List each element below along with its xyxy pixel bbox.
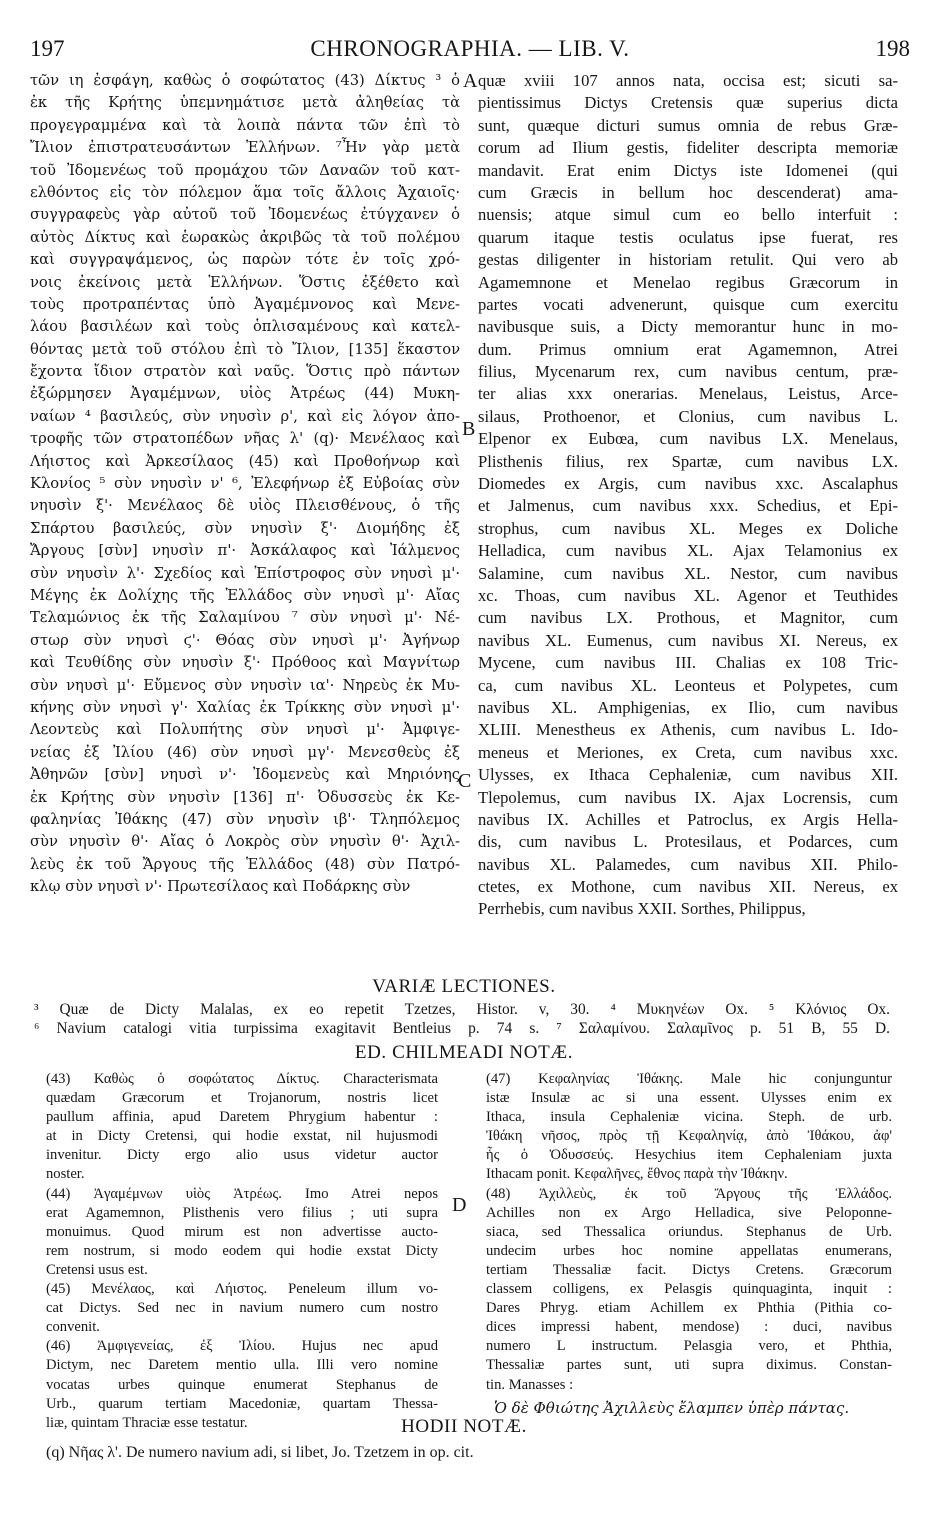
- greek-text-column: [30, 70, 460, 975]
- note-line: Cretensi usus est.: [46, 1261, 148, 1278]
- margin-marker-a: A: [463, 70, 478, 92]
- greek-line: αὐτὸς Δίκτυς καὶ ἑωρακὼς ἀκριβῶς τὰ τοῦ πολέμου: [30, 228, 460, 246]
- hodii-notes-heading: HODII NOTÆ.: [401, 1416, 527, 1437]
- chilmeadi-notes-right-column: [486, 1070, 892, 1417]
- latin-line: xc. Thoas, cum navibus XL. Agenor et Teuthides: [478, 585, 898, 605]
- latin-line: nuensis; atque simul cum eo bello interfuit :: [478, 205, 898, 225]
- note-line: cat Dictys. Sed nec in navium numero cum nostro: [46, 1300, 438, 1317]
- margin-marker-b: B: [462, 418, 476, 440]
- latin-line: cum navibus LX. Prothous, et Magnitor, cum: [478, 608, 898, 628]
- greek-line: σὺν νηυσὶν λ'· Σχεδίος καὶ Ἐπίστροφος σὺν νηυσὶ μ'·: [30, 564, 460, 582]
- note-line: ἧς ὁ Ὀδυσσεύς. Hesychius item Cephaleniam juxta: [486, 1147, 892, 1164]
- latin-line: Plisthenis filius, rex Spartæ, cum navibus LX.: [478, 451, 898, 471]
- latin-line: sunt, quæque dicturi sumus omnia de rebus Græ-: [478, 115, 898, 135]
- latin-text-column: [478, 70, 898, 975]
- latin-line: mandavit. Erat enim Dictys iste Idomenei (qui: [478, 160, 898, 180]
- variae-lectiones-heading: VARIÆ LECTIONES.: [372, 976, 556, 997]
- latin-line: silaus, Prothoenor, et Clonius, cum navibus L.: [478, 406, 898, 426]
- greek-line: Τελαμώνιος ἐκ τῆς Σαλαμίνου ⁷ σὺν νηυσὶ μ'· Νέ-: [30, 609, 460, 627]
- latin-line: dis, cum navibus L. Protesilaus, et Podarces, cum: [478, 832, 898, 852]
- latin-line: Tlepolemus, cum navibus IX. Ajax Locrensis, cum: [478, 787, 898, 807]
- latin-line: Perrhebis, cum navibus XXII. Sorthes, Philippus,: [478, 899, 806, 919]
- greek-line: ἐκ Κρήτης σὺν νηυσὶν [136] π'· Ὀδυσσεὺς ἐκ Κε-: [30, 788, 460, 806]
- latin-line: dum. Primus omnium erat Agamemnon, Atrei: [478, 339, 898, 359]
- latin-line: ter alias xxx onerarias. Menelaus, Leistus, Arce-: [478, 384, 898, 404]
- manasses-quote: Ὁ δὲ Φθιώτης Ἀχιλλεὺς ἔλαμπεν ὑπὲρ πάντας.: [494, 1398, 850, 1417]
- greek-line: τροφῆς τῶν στρατοπέδων νῆας λ' (q)· Μενέλαος καὶ: [30, 430, 460, 448]
- note-line: invenitur. Dicty ergo alio usus videtur auctor: [46, 1147, 438, 1164]
- right-page-number: 198: [875, 36, 910, 61]
- latin-line: navibus IX. Achilles et Patroclus, ex Argis Hella-: [478, 809, 898, 829]
- note-line: undecim urbes hoc nomine appellatas enumerans,: [486, 1242, 892, 1259]
- greek-line: συγγραφεὺς γὰρ αὐτοῦ τοῦ Ἰδομενέως ἐτύγχανεν ὁ: [30, 206, 460, 224]
- latin-line: et Jalmenus, cum navibus xxx. Schedius, et Epi-: [478, 496, 898, 516]
- greek-line: κήνης σὺν νηυσὶ γ'· Χαλίας ἐκ Τρίκκης σὺν νηυσὶ μ'·: [30, 698, 460, 716]
- greek-line: νηυσὶν ξ'· Μενέλαος δὲ υἱὸς Πλεισθένους, ὁ τῆς: [30, 497, 460, 515]
- note-line: vocatas urbes quinque enumerat Stephanus de: [46, 1376, 438, 1393]
- note-line: classem colligens, ex Pelasgis quinquaginta, inquit :: [486, 1281, 892, 1298]
- latin-line: pientissimus Dictys Cretensis quæ superius dicta: [478, 93, 898, 113]
- latin-line: Diomedes ex Argis, cum navibus xxc. Ascalaphus: [478, 474, 898, 494]
- note-line: at in Dicty Cretensi, qui hodie exstat, nil hujusmodi: [46, 1128, 438, 1145]
- note-line: Urb., quarum tertiam Macedoniæ, quartam Thessa-: [46, 1395, 438, 1412]
- note-line: istæ Insulæ ac si una essent. Ulysses enim ex: [486, 1090, 892, 1107]
- note-line: tin. Manasses :: [486, 1376, 574, 1393]
- left-page-number: 197: [30, 36, 65, 61]
- note-line: Dares Phryg. etiam Achillem ex Phthia (Pithia co-: [486, 1300, 892, 1317]
- greek-line: ἐξώρμησεν Ἀγαμέμνων, υἱὸς Ἀτρέως (44) Μυκη-: [30, 385, 460, 403]
- note-line: Dictym, nec Daretem mentio ulla. Illi vero nomine: [46, 1357, 438, 1374]
- hodii-note: (q) Νῆας λ'. De numero navium adi, si libet, Jo. Tzetzem in op. cit.: [46, 1444, 474, 1461]
- greek-line: Μέγης ἐκ Δολίχης τῆς Ἑλλάδος σὺν νηυσὶ μ'· Αἴας: [30, 586, 460, 604]
- note-line: numero L instructum. Pelasgia vero, et Phthia,: [486, 1338, 892, 1355]
- greek-line: τοῦ Ἰδομενέως τοῦ προμάχου τῶν Δαναῶν τοῦ κατ-: [30, 161, 460, 179]
- latin-line: navibus XL. Eumenus, cum navibus XI. Nereus, ex: [478, 630, 898, 650]
- greek-line: Σπάρτου βασιλεύς, σὺν νηυσὶν ξ'· Διομήδης ἐξ: [30, 519, 460, 537]
- note-line: paullum affinia, apud Daretem Phrygium habentur :: [46, 1109, 438, 1126]
- note-line: quædam Græcorum et Trojanorum, nostris licet: [46, 1090, 438, 1107]
- latin-line: quarum itaque testis oculatus ipse fuerat, res: [478, 227, 898, 247]
- greek-line: τοὺς προτραπέντας ὑπὸ Ἀγαμέμνονος καὶ Μενε-: [30, 295, 460, 313]
- latin-line: Ulysses, ex Ithaca Cephaleniæ, cum navibus XII.: [478, 765, 898, 785]
- note-line: siaca, sed Thessalica oriundus. Stephanus de Urb.: [486, 1223, 892, 1240]
- latin-line: Helladica, cum navibus XL. Ajax Telamonius ex: [478, 541, 898, 561]
- greek-line: λεὺς ἐκ τοῦ Ἄργους τῆς Ἑλλάδος (48) σὺν Πατρό-: [30, 855, 460, 873]
- latin-line: partes vocati advenerunt, quisque cum exercitu: [478, 294, 898, 314]
- greek-line: σὺν νηυσὶν θ'· Αἴας ὁ Λοκρὸς σὺν νηυσὶν θ'· Ἀχιλ-: [30, 833, 460, 851]
- note-line: (43) Καθὼς ὁ σοφώτατος Δίκτυς. Characterismata: [46, 1071, 438, 1087]
- greek-line: Ἀθηνῶν [σὺν] νηυσὶ ν'· Ἰδομενεὺς καὶ Μηριόνης: [30, 766, 460, 784]
- greek-line: ελθόντος εἰς τὸν πόλεμον ἅμα τοῖς ἄλλοις Ἀχαιοῖς·: [30, 183, 460, 201]
- greek-line: Λεοντεὺς καὶ Πολυπήτης σὺν νηυσὶ μ'· Ἀμφιγε-: [30, 721, 460, 739]
- greek-line: κλῳ σὺν νηυσὶ ν'· Πρωτεσίλαος καὶ Ποδάρκης σὺν: [30, 878, 411, 896]
- note-line: dices impressi habent, mendose) : duci, navibus: [486, 1319, 892, 1336]
- note-line: Ithacam ponit. Κεφαλῆνες, ἔθνος παρὰ τὴν Ἰθάκην.: [486, 1166, 788, 1183]
- latin-line: XLIII. Menestheus ex Athenis, cum navibus L. Ido-: [478, 720, 898, 740]
- latin-line: navibus XL. Amphigenias, ex Ilio, cum navibus: [478, 697, 898, 717]
- greek-line: ἐκ τῆς Κρήτης ὑπεμνημάτισε μετὰ ἀληθείας τὰ: [30, 94, 460, 112]
- variant-reading-line: ³ Quæ de Dicty Malalas, ex eo repetit Tzetzes, Histor. v, 30. ⁴ Μυκηνέων Ox. ⁵ Κλόνιος Ox.: [34, 1001, 890, 1018]
- note-line: convenit.: [46, 1319, 100, 1336]
- greek-line: ἔχοντα ἴδιον στρατὸν καὶ ναῦς. Ὅστις πρὸ πάντων: [30, 363, 460, 381]
- note-line: noster.: [46, 1166, 85, 1183]
- latin-line: Elpenor ex Eubœa, cum navibus LX. Menelaus,: [478, 429, 898, 449]
- note-line: (45) Μενέλαος, καὶ Λήιστος. Peneleum illum vo-: [46, 1281, 438, 1298]
- greek-line: Ἄργους [σὺν] νηυσὶν π'· Ἀσκάλαφος καὶ Ἰάλμενος: [30, 542, 460, 560]
- note-line: tertiam Thessaliæ facit. Dictys Cretens. Græcorum: [486, 1261, 892, 1278]
- note-line: Ithaca, insula Cephaleniæ vicina. Steph. de urb.: [486, 1109, 892, 1126]
- greek-line: στωρ σὺν νηυσὶ ϛ'· Θόας σὺν νηυσὶ μ'· Ἀγήνωρ: [30, 631, 460, 649]
- greek-line: φαληνίας Ἰθάκης (47) σὺν νηυσὶν ιβ'· Τληπόλεμος: [30, 810, 460, 828]
- margin-marker-c: C: [458, 770, 472, 792]
- latin-line: ca, cum navibus XL. Leonteus et Polypetes, cum: [478, 675, 898, 695]
- latin-line: navibus XL. Palamedes, cum navibus XII. Philo-: [478, 854, 898, 874]
- latin-line: quæ xviii 107 annos nata, occisa est; sicuti sa-: [478, 71, 898, 90]
- note-line: (44) Ἀγαμέμνων υἱὸς Ἀτρέως. Imo Atrei nepos: [46, 1185, 438, 1202]
- note-line: Ἰθάκη νῆσος, πρὸς τῇ Κεφαληνίᾳ, ἀπὸ Ἰθάκου, ἀφ': [486, 1128, 892, 1145]
- note-line: erat Agamemnon, Plisthenis vero filius ; uti supra: [46, 1204, 438, 1221]
- greek-line: Κλονίος ⁵ σὺν νηυσὶν ν' ⁶, Ἐλεφήνωρ ἐξ Εὐβοίας σὺν: [30, 475, 460, 493]
- greek-line: νοις ἐκείνοις μετὰ Ἑλλήνων. Ὅστις ἐξέθετο καὶ: [30, 273, 460, 291]
- latin-line: strophus, cum navibus XL. Meges ex Doliche: [478, 518, 898, 538]
- latin-line: cum Græcis in bellum hoc descenderat) ama-: [478, 182, 898, 202]
- latin-line: Salamine, cum navibus XL. Nestor, cum navibus: [478, 563, 898, 583]
- latin-line: meneus et Meriones, ex Creta, cum navibus xxc.: [478, 742, 898, 762]
- note-line: (46) Ἀμφιγενείας, ἐξ Ἰλίου. Hujus nec apud: [46, 1338, 438, 1355]
- running-title: CHRONOGRAPHIA. — LIB. V.: [310, 36, 630, 61]
- margin-marker-d: D: [452, 1194, 467, 1216]
- chilmeadi-notes-heading: ED. CHILMEADI NOTÆ.: [354, 1042, 574, 1063]
- note-line: Thessaliæ partes sunt, uti supra diximus. Constan-: [486, 1357, 892, 1374]
- greek-line: τῶν ιη ἐσφάγη, καθὼς ὁ σοφώτατος (43) Δίκτυς ³ ὁ: [30, 72, 460, 89]
- greek-line: καὶ συγγραψάμενος, ὡς παρὼν τότε ἐν τοῖς χρό-: [30, 251, 460, 269]
- variant-reading-line: ⁶ Navium catalogi vitia turpissima exagitavit Bentleius p. 74 s. ⁷ Σαλαμίνου. Σαλαμῖνος p. 51 B, 55 D.: [34, 1020, 890, 1037]
- note-line: Achilles non ex Argo Helladica, sive Peloponne-: [486, 1204, 892, 1221]
- greek-line: σὺν νηυσὶ μ'· Εὔμενος σὺν νηυσὶν ια'· Νηρεὺς ἐκ Μυ-: [30, 676, 460, 694]
- latin-line: Agamemnone et Menelao regibus Græcorum in: [478, 272, 898, 292]
- variae-lectiones: [34, 1000, 890, 1038]
- note-line: rem nostrum, si modo eodem qui hodie exstat Dicty: [46, 1242, 438, 1259]
- greek-line: θόντας μετὰ τοῦ στόλου ἐπὶ τὸ Ἴλιον, [135] ἕκαστον: [30, 340, 460, 358]
- greek-line: Λήιστος καὶ Ἀρκεσίλαος (45) καὶ Προθοήνωρ καὶ: [30, 452, 460, 470]
- greek-line: Ἴλιον ἐπιστρατευσάντων Ἑλλήνων. ⁷Ἦν γὰρ μετὰ: [30, 139, 460, 157]
- latin-line: filius, Mycenarum rex, cum navibus centum, præ-: [478, 362, 898, 382]
- greek-line: καὶ Τευθίδης σὺν νηυσὶν ξ'· Πρόθοος καὶ Μαγνίτωρ: [30, 654, 460, 672]
- greek-line: προγεγραμμένα καὶ τὰ λοιπὰ πάντα τῶν ἐπὶ τὸ: [30, 116, 460, 134]
- note-line: (48) Ἀχιλλεὺς, ἐκ τοῦ Ἄργους τῆς Ἑλλάδος.: [486, 1185, 892, 1202]
- chilmeadi-notes-left-column: [46, 1070, 438, 1431]
- note-line: (47) Κεφαληνίας Ἰθάκης. Male hic conjunguntur: [486, 1071, 892, 1087]
- latin-line: ctetes, ex Mothone, cum navibus XII. Nereus, ex: [478, 877, 898, 897]
- note-line: monuimus. Quod mirum est non advertisse aucto-: [46, 1223, 438, 1240]
- greek-line: νείας ἐξ Ἰλίου (46) σὺν νηυσὶ μγ'· Μενεσθεὺς ἐξ: [30, 743, 460, 761]
- greek-line: ναίων ⁴ βασιλεύς, σὺν νηυσὶν ρ', καὶ εἰς λόγον ἀπο-: [30, 407, 460, 425]
- latin-line: corum ad Ilium gestis, fideliter descripta memoriæ: [478, 138, 898, 158]
- latin-line: gestas diligenter in historiam retulit. Qui vero ab: [478, 250, 898, 270]
- greek-line: λάου βασιλέων καὶ τοὺς ὁπλισαμένους καὶ κατελ-: [30, 318, 460, 336]
- latin-line: Mycene, cum navibus III. Chalias ex 108 Tric-: [478, 653, 898, 673]
- note-line: liæ, quintam Thraciæ esse testatur.: [46, 1414, 248, 1431]
- running-head: [30, 36, 910, 66]
- latin-line: navibusque suis, a Dicty memorantur hunc in mo-: [478, 317, 898, 337]
